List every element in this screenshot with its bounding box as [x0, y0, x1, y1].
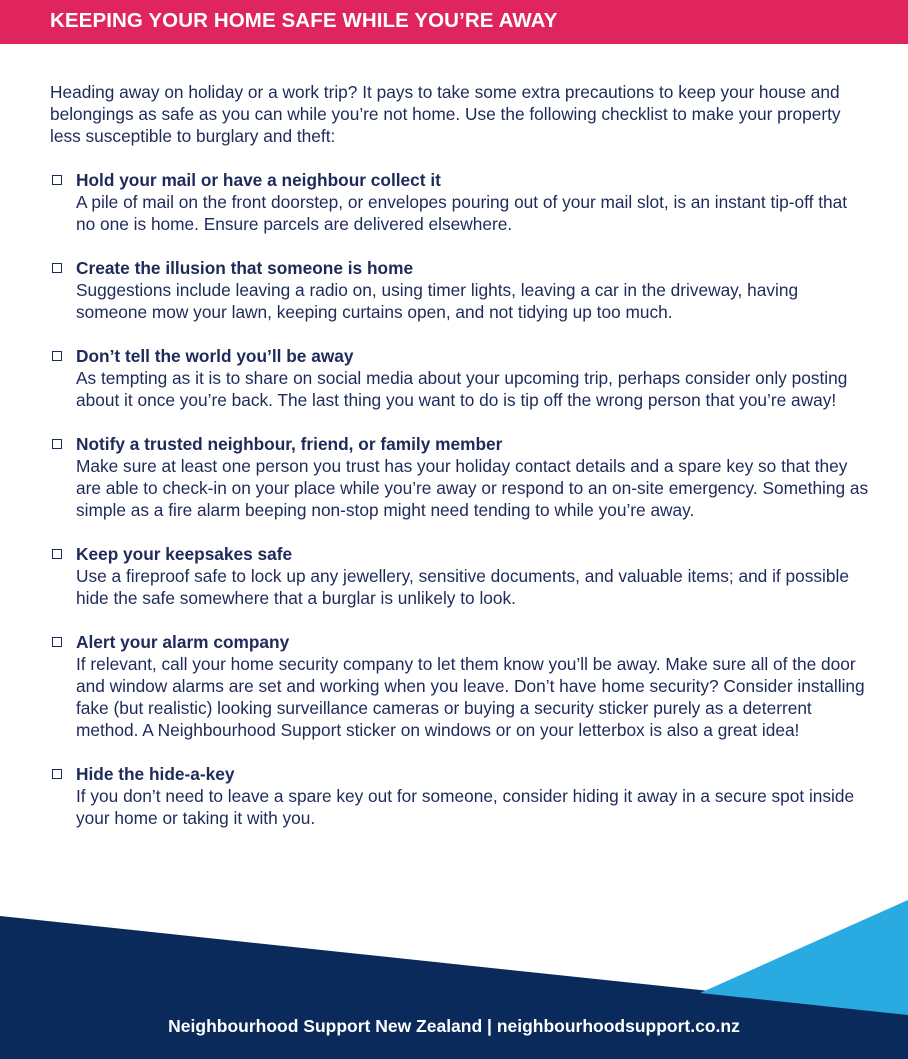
checkbox[interactable]: [52, 549, 62, 559]
checklist-item-alarm-company: [50, 631, 870, 741]
checklist-item-title: Notify a trusted neighbour, friend, or family member: [76, 434, 503, 454]
checklist-item-text: As tempting as it is to share on social media about your upcoming trip, perhaps consider only posting about it once you’re back. The last thing you want to do is tip off the wrong person that you’re away!: [76, 368, 848, 410]
page-title: KEEPING YOUR HOME SAFE WHILE YOU’RE AWAY: [50, 9, 558, 32]
checklist-item-hide-key: [50, 763, 870, 829]
checklist-item-title: Keep your keepsakes safe: [76, 544, 293, 564]
checkbox[interactable]: [52, 175, 62, 185]
checklist-item-text: A pile of mail on the front doorstep, or envelopes pouring out of your mail slot, is an instant tip-off that no one is home. Ensure parcels are delivered elsewhere.: [76, 192, 848, 234]
checkbox[interactable]: [52, 769, 62, 779]
checklist-item-notify-neighbour: [50, 433, 870, 521]
checklist-item-illusion-home: [50, 257, 870, 323]
intro-paragraph: Heading away on holiday or a work trip? It pays to take some extra precautions to keep your house and belongings as safe as you can while you’re not home. Use the following checklist to make your property less susceptible to burglary and theft:: [50, 82, 841, 146]
checklist-item-text: If you don’t need to leave a spare key out for someone, consider hiding it away in a secure spot inside your home or taking it with you.: [76, 786, 855, 828]
checkbox[interactable]: [52, 351, 62, 361]
footer-website-link[interactable]: neighbourhoodsupport.co.nz: [496, 1016, 740, 1036]
header-bar: [0, 0, 908, 44]
checklist-item-dont-tell: [50, 345, 870, 411]
checklist-item-text: Make sure at least one person you trust has your holiday contact details and a spare key so that they are able to check-in on your place while you’re away or respond to an on-site emergency. Something as simple as a fire alarm beeping non-stop might need tending to while you’re away.: [76, 456, 869, 520]
checkbox[interactable]: [52, 263, 62, 273]
checklist-item-hold-mail: [50, 169, 870, 235]
checklist-item-text: Use a fireproof safe to lock up any jewellery, sensitive documents, and valuable items; and if possible hide the safe somewhere that a burglar is unlikely to look.: [76, 566, 849, 608]
checklist-item-keepsakes: [50, 543, 870, 609]
checkbox[interactable]: [52, 637, 62, 647]
checklist-item-text: If relevant, call your home security company to let them know you’ll be away. Make sure all of the door and window alarms are set and working when you leave. Don’t have home security? Consider installing fake (but realistic) looking surveillance cameras or buying a security sticker purely as a deterrent method. A Neighbourhood Support sticker on windows or on your letterbox is also a great idea!: [76, 654, 865, 740]
checkbox[interactable]: [52, 439, 62, 449]
checklist-item-text: Suggestions include leaving a radio on, using timer lights, leaving a car in the driveway, having someone mow your lawn, keeping curtains open, and not tidying up too much.: [76, 280, 799, 322]
footer-organization: Neighbourhood Support New Zealand: [168, 1016, 483, 1036]
checklist-item-title: Don’t tell the world you’ll be away: [76, 346, 354, 366]
checklist-item-title: Hold your mail or have a neighbour collect it: [76, 170, 441, 190]
footer: [0, 1016, 908, 1037]
checklist-item-title: Alert your alarm company: [76, 632, 290, 652]
safety-checklist: [50, 169, 870, 851]
checklist-item-title: Hide the hide-a-key: [76, 764, 235, 784]
footer-separator: |: [482, 1016, 497, 1036]
checklist-item-title: Create the illusion that someone is home: [76, 258, 414, 278]
